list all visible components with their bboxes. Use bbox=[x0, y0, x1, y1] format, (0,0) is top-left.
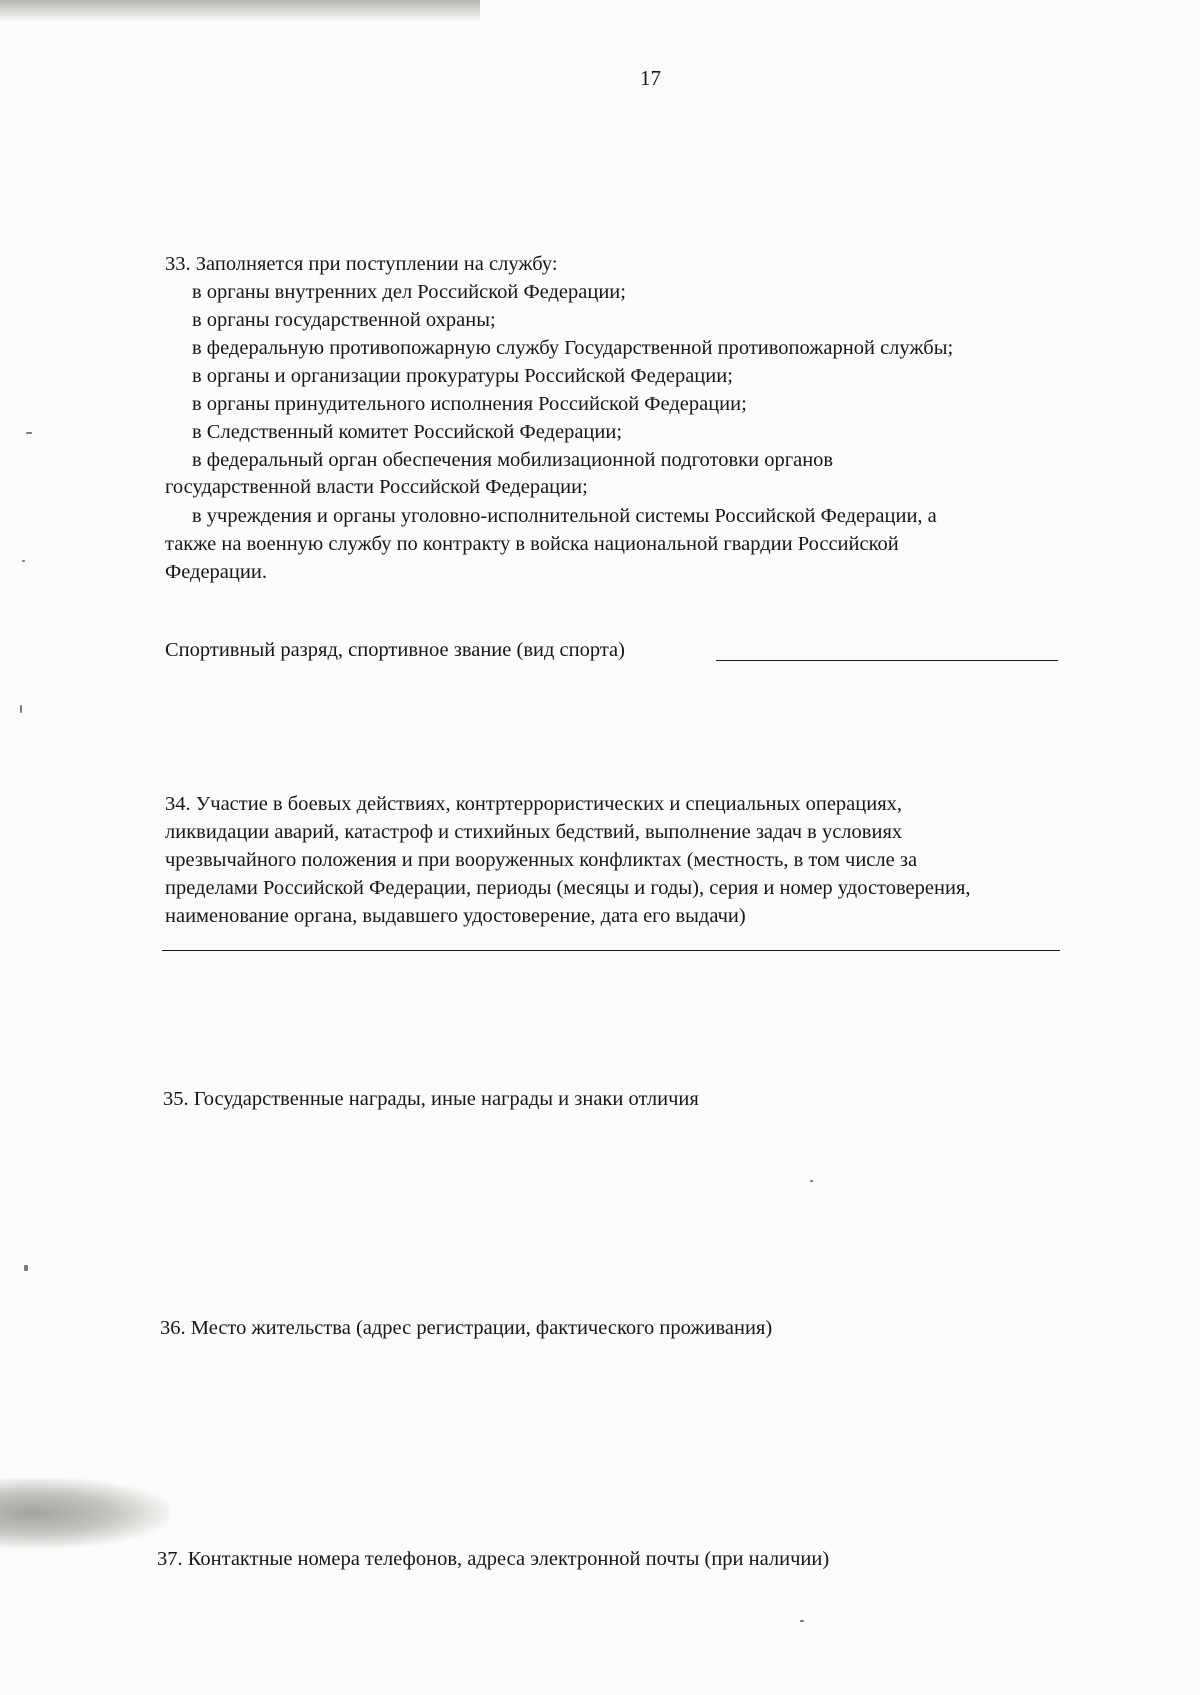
scan-speck bbox=[26, 432, 32, 434]
scan-speck bbox=[22, 560, 25, 562]
page-number: 17 bbox=[640, 66, 661, 90]
section-33-item-continuation: также на военную службу по контракту в войска национальной гвардии Российской bbox=[165, 533, 899, 555]
scan-speck bbox=[800, 1620, 804, 1622]
section-36-heading: 36. Место жительства (адрес регистрации, фактического проживания) bbox=[160, 1317, 773, 1339]
section-33-item: в органы внутренних дел Российской Федерации; bbox=[192, 281, 626, 303]
section-33-item: в органы принудительного исполнения Российской Федерации; bbox=[192, 393, 747, 415]
sport-rank-label: Спортивный разряд, спортивное звание (вид спорта) bbox=[165, 639, 625, 661]
section-33-item: в органы государственной охраны; bbox=[192, 309, 496, 331]
section-33-heading: 33. Заполняется при поступлении на службу: bbox=[165, 253, 558, 275]
section-33-item: в учреждения и органы уголовно-исполнительной системы Российской Федерации, а bbox=[192, 505, 937, 527]
section-33-item-continuation: государственной власти Российской Федерации; bbox=[165, 476, 588, 498]
scan-speck bbox=[810, 1180, 813, 1182]
section-35-heading: 35. Государственные награды, иные награды и знаки отличия bbox=[163, 1088, 699, 1110]
section-37-heading: 37. Контактные номера телефонов, адреса электронной почты (при наличии) bbox=[157, 1548, 830, 1570]
section-34-text: чрезвычайного положения и при вооруженных конфликтах (местность, в том числе за bbox=[165, 849, 918, 871]
scan-speck bbox=[24, 1265, 28, 1271]
sport-rank-field[interactable] bbox=[716, 660, 1058, 661]
section-34-text: ликвидации аварий, катастроф и стихийных бедствий, выполнение задач в условиях bbox=[165, 821, 903, 843]
combat-participation-field[interactable] bbox=[162, 950, 1060, 951]
section-33-item: в федеральную противопожарную службу Государственной противопожарной службы; bbox=[192, 337, 954, 359]
scan-edge-shadow-left bbox=[0, 1478, 170, 1548]
section-33-item: в органы и организации прокуратуры Российской Федерации; bbox=[192, 365, 733, 387]
section-33-item: в Следственный комитет Российской Федерации; bbox=[192, 421, 623, 443]
section-33-item: в федеральный орган обеспечения мобилизационной подготовки органов bbox=[192, 449, 834, 471]
scan-edge-shadow-top bbox=[0, 0, 480, 22]
section-34-text: пределами Российской Федерации, периоды (месяцы и годы), серия и номер удостоверения, bbox=[165, 877, 971, 899]
section-34-text: 34. Участие в боевых действиях, контртеррористических и специальных операциях, bbox=[165, 793, 903, 815]
section-34-text: наименование органа, выдавшего удостоверение, дата его выдачи) bbox=[165, 905, 746, 927]
section-33-item-continuation: Федерации. bbox=[165, 561, 267, 583]
scan-speck bbox=[20, 705, 22, 713]
